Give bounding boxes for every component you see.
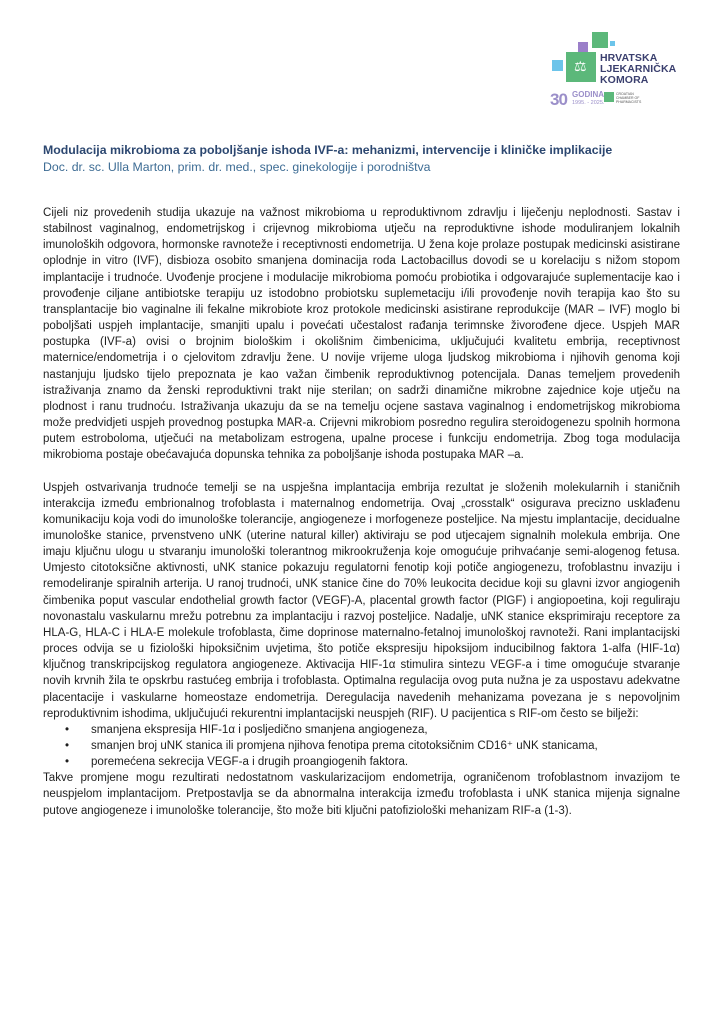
logo-english-name: CROATIAN CHAMBER OF PHARMACISTS bbox=[616, 92, 642, 104]
anniversary-label bbox=[572, 91, 604, 107]
logo-square-purple bbox=[578, 42, 588, 52]
list-item bbox=[65, 738, 680, 754]
logo-line2: LJEKARNIČKA bbox=[600, 63, 677, 75]
bullet-list bbox=[43, 722, 680, 770]
logo-square-green-bottom bbox=[604, 92, 614, 102]
paragraph-2: Uspjeh ostvarivanja trudnoće temelji se na uspješna implantacija embrija rezultat je složenih molekularnih i staničnih interakcija između embrionalnog trofoblasta i maternalnog endometrija. Ovaj „crosstalk“ osigurava precizno usklađenu komunikaciju koja vodi do imunološke tolerancije, angiogeneze i morfogeneze posteljice. Na mjestu implantacije, decidualne imunološke stanice, prvenstveno uNK (uterine natural killer) aktiviraju se pod utjecajem signalnih molekula embrija. One imaju ključnu ulogu u stvaranju imunološki tolerantnog mikrookruženja koje omogućuje prihvaćanje semi-alogenog fetusa. Umjesto citotoksične aktivnosti, uNK stanice pokazuju regulatorni fenotip koji potiče angiogenezu, trofoblastnu invaziju i remodeliranje spiralnih arterija. U ranoj trudnoći, uNK stanice čine do 70% leukocita decidue koji su glavni izvor angiogenih čimbenika poput vascular endothelial growth factor (VEGF)-A, placental growth factor (PlGF) i angiopoetina, koji reguliraju novonastalu vaskularnu mrežu potrebnu za implantaciju i razvoj posteljice. Nadalje, uNK stanice eksprimiraju receptore za HLA-G, HLA-C i HLA-E molekule trofoblasta, čime doprinose maternalno-fetalnoj imunološkoj ravnoteži. Rani implantacijski proces odvija se u fiziološki hipoksičnim uvjetima, što potiče ekspresiju hipoksijom inducibilnog faktora 1-alfa (HIF-1α) ključnog transkripcijskog regulatora angiogeneze. Aktivacija HIF-1α stimulira sintezu VEGF-a i time omogućuje stvaranje novih krvnih žila te opskrbu rastućeg embrija i trofoblasta. Optimalna regulacija ovog puta nužna je za uspostavu adekvatne placentacije i vaskularne homeostaze endometrija. Deregulacija navedenih mehanizama povezana je s nepovoljnim reproduktivnim ishodima, uključujući rekurentni implantacijski neuspjeh (RIF). U pacijentica s RIF-om često se bilježi: bbox=[43, 481, 680, 720]
article-body bbox=[43, 205, 680, 819]
list-item bbox=[65, 722, 680, 738]
bullet-icon: • bbox=[65, 756, 70, 769]
anniversary-number: 30 bbox=[550, 90, 567, 109]
list-item-text: poremećena sekrecija VEGF-a i drugih proangiogenih faktora. bbox=[91, 756, 409, 769]
bullet-icon: • bbox=[65, 723, 70, 736]
list-item-text: smanjen broj uNK stanica ili promjena njihova fenotipa prema citotoksičnim CD16⁺ uNK stanicama, bbox=[91, 740, 598, 752]
logo-square-green-small bbox=[592, 32, 608, 48]
anniversary-word: GODINA bbox=[572, 90, 604, 99]
bullet-icon: • bbox=[65, 740, 70, 752]
article-title: Modulacija mikrobioma za poboljšanje ishoda IVF-a: mehanizmi, intervencije i kliničke implikacije bbox=[43, 143, 613, 157]
scales-icon: ⚖ bbox=[574, 58, 587, 74]
logo-line1: HRVATSKA bbox=[600, 52, 658, 64]
logo-line3: KOMORA bbox=[600, 74, 649, 86]
paragraph-1: Cijeli niz provedenih studija ukazuje na važnost mikrobioma u reproduktivnom zdravlju i liječenju neplodnosti. Sastav i stabilnost vaginalnog, endometrijskog i crijevnog mikrobioma utječu na reproduktivne ishode moduliranjem lokalnih imunoloških odgovora, hormonske ravnoteže i receptivnosti endometrija. U žena koje prolaze postupak medicinski asistirane oplodnje in vitro (IVF), disbioza osobito smanjena dominacija roda Lactobacillus dovodi se u korelaciju s nižom stopom implantacije i trudnoće. Uvođenje procjene i modulacije mikrobioma pomoću probiotika i odgovarajuće suplementacije kao i provođenje ciljane antibiotske terapiju uz istodobno probiotsku suplemetaciju i/ili provođenje novih terapija kao što su transplantacije bio vaginalne ili fekalne mikrobiote kroz protokole medicinski asistirane reprodukcije (MAR – IVF) moglo bi poboljšati uspjeh implantacije, smanjiti upalu i povećati učestalost rađanja terimnske živorođene djece. Uspjeh MAR postupka (IVF-a) ovisi o brojnim biološkim i okolišnim čimbenicima, uključujući kvalitetu embrija, receptivnost maternice/endometrija i o cjelovitom zdravlju žene. U novije vrijeme uloga ljudskog mikrobioma i njihovih genoma koji nastanjuju ljudsko tijelo prepoznata je kao važan čimbenik reproduktivnog potencijala. Danas temeljem provedenih istraživanja znamo da ženski reproduktivni trakt nije sterilan; on sadrži dinamične mikrobne zajednice koje utječu na plodnost i ranu trudnoću. Istraživanja ukazuju da se na temelju ocjene sastava vaginalnog i endometrijskog mikrobioma može predvidjeti uspjeh provednog postupka MAR-a. Crijevni mikrobiom posredno regulira steroidogenezu spolnih hormona putem estroboloma, utječući na metabolizam estrogena, upalne procese i funkciju endometrija. Zbog toga modulacija mikrobioma postaje obećavajuća dopunska tehnika za poboljšanje ishoda postupaka MAR –a. bbox=[43, 207, 680, 462]
article-author: Doc. dr. sc. Ulla Marton, prim. dr. med., spec. ginekologije i porodništva bbox=[43, 160, 431, 174]
list-item-text: smanjena ekspresija HIF-1α i posljedično smanjena angiogeneza, bbox=[91, 723, 428, 736]
paragraph-3: Takve promjene mogu rezultirati nedostatnom vaskularizacijom endometrija, ograničenom trofoblastnom invazijom te neuspjelom implantacijom. Pretpostavlja se da abnormalna interakcija između trofoblasta i uNK stanica mijenja signalne putove angiogeneze i imunološke tolerancije, što može biti ključni patofiziološki mehanizam RIF-a (1-3). bbox=[43, 772, 680, 817]
list-item bbox=[65, 754, 680, 770]
chamber-logo bbox=[548, 28, 678, 108]
logo-square-blue bbox=[552, 60, 563, 71]
logo-square-blue-small bbox=[610, 41, 615, 46]
anniversary-years: 1995. - 2025. bbox=[572, 100, 605, 106]
